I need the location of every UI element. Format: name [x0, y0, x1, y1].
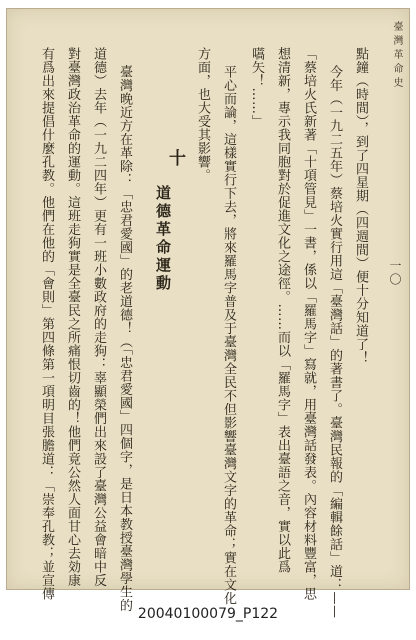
- text-column: 嚆矢！……」: [249, 47, 264, 128]
- text-column: 平心而論，這樣實行下去，將來羅馬字普及于臺灣全民不但影響臺灣文字的革命；實在文化: [221, 65, 236, 605]
- section-number: 十: [165, 149, 185, 166]
- text-column: 道德）去年（一九二四年）更有一班小數政府的走狗：辜顯榮們出來設了臺灣公益會暗中反: [91, 47, 106, 587]
- text-column: 今年（一九二五年）蔡培火實行用這「臺灣話」的著書了。臺灣民報的「編輯餘話」道：——: [327, 65, 342, 619]
- text-column: 方面，也大受其影響。: [195, 47, 210, 182]
- section-title: 道德革命運動: [154, 185, 172, 293]
- page-number: 一〇: [388, 259, 402, 287]
- text-column: 對臺灣政治革命的運動。這班走狗實是全臺民之所痛恨切齒的！他們竟公然人面甘心去効康: [65, 47, 80, 587]
- text-column: 有爲出來提倡什麼孔教。他們在他的「會則」第四條第一項明目張膽道：「崇奉孔教；並宣傳: [39, 47, 54, 601]
- running-header: 臺灣革命史: [391, 21, 402, 91]
- text-column: 點鐘（時間），到了四星期（四週間）便十分知道了！: [353, 47, 368, 365]
- text-column: 「蔡培火氏新著「十項管見」一書，係以「羅馬字」寫就，用臺灣話發表。內容材料豐富，思: [301, 47, 316, 601]
- image-caption: 20040100079_P122: [137, 606, 279, 622]
- text-column: 臺灣晚近方在革除：「忠君愛國」的老道德！（「忠君愛國」四個字，是日本教授臺灣學生的: [117, 65, 132, 612]
- text-column: 想清新，專示我同胞對於促進文化之途徑。……而以「羅馬字」表出臺語之音，實以此爲: [275, 47, 290, 574]
